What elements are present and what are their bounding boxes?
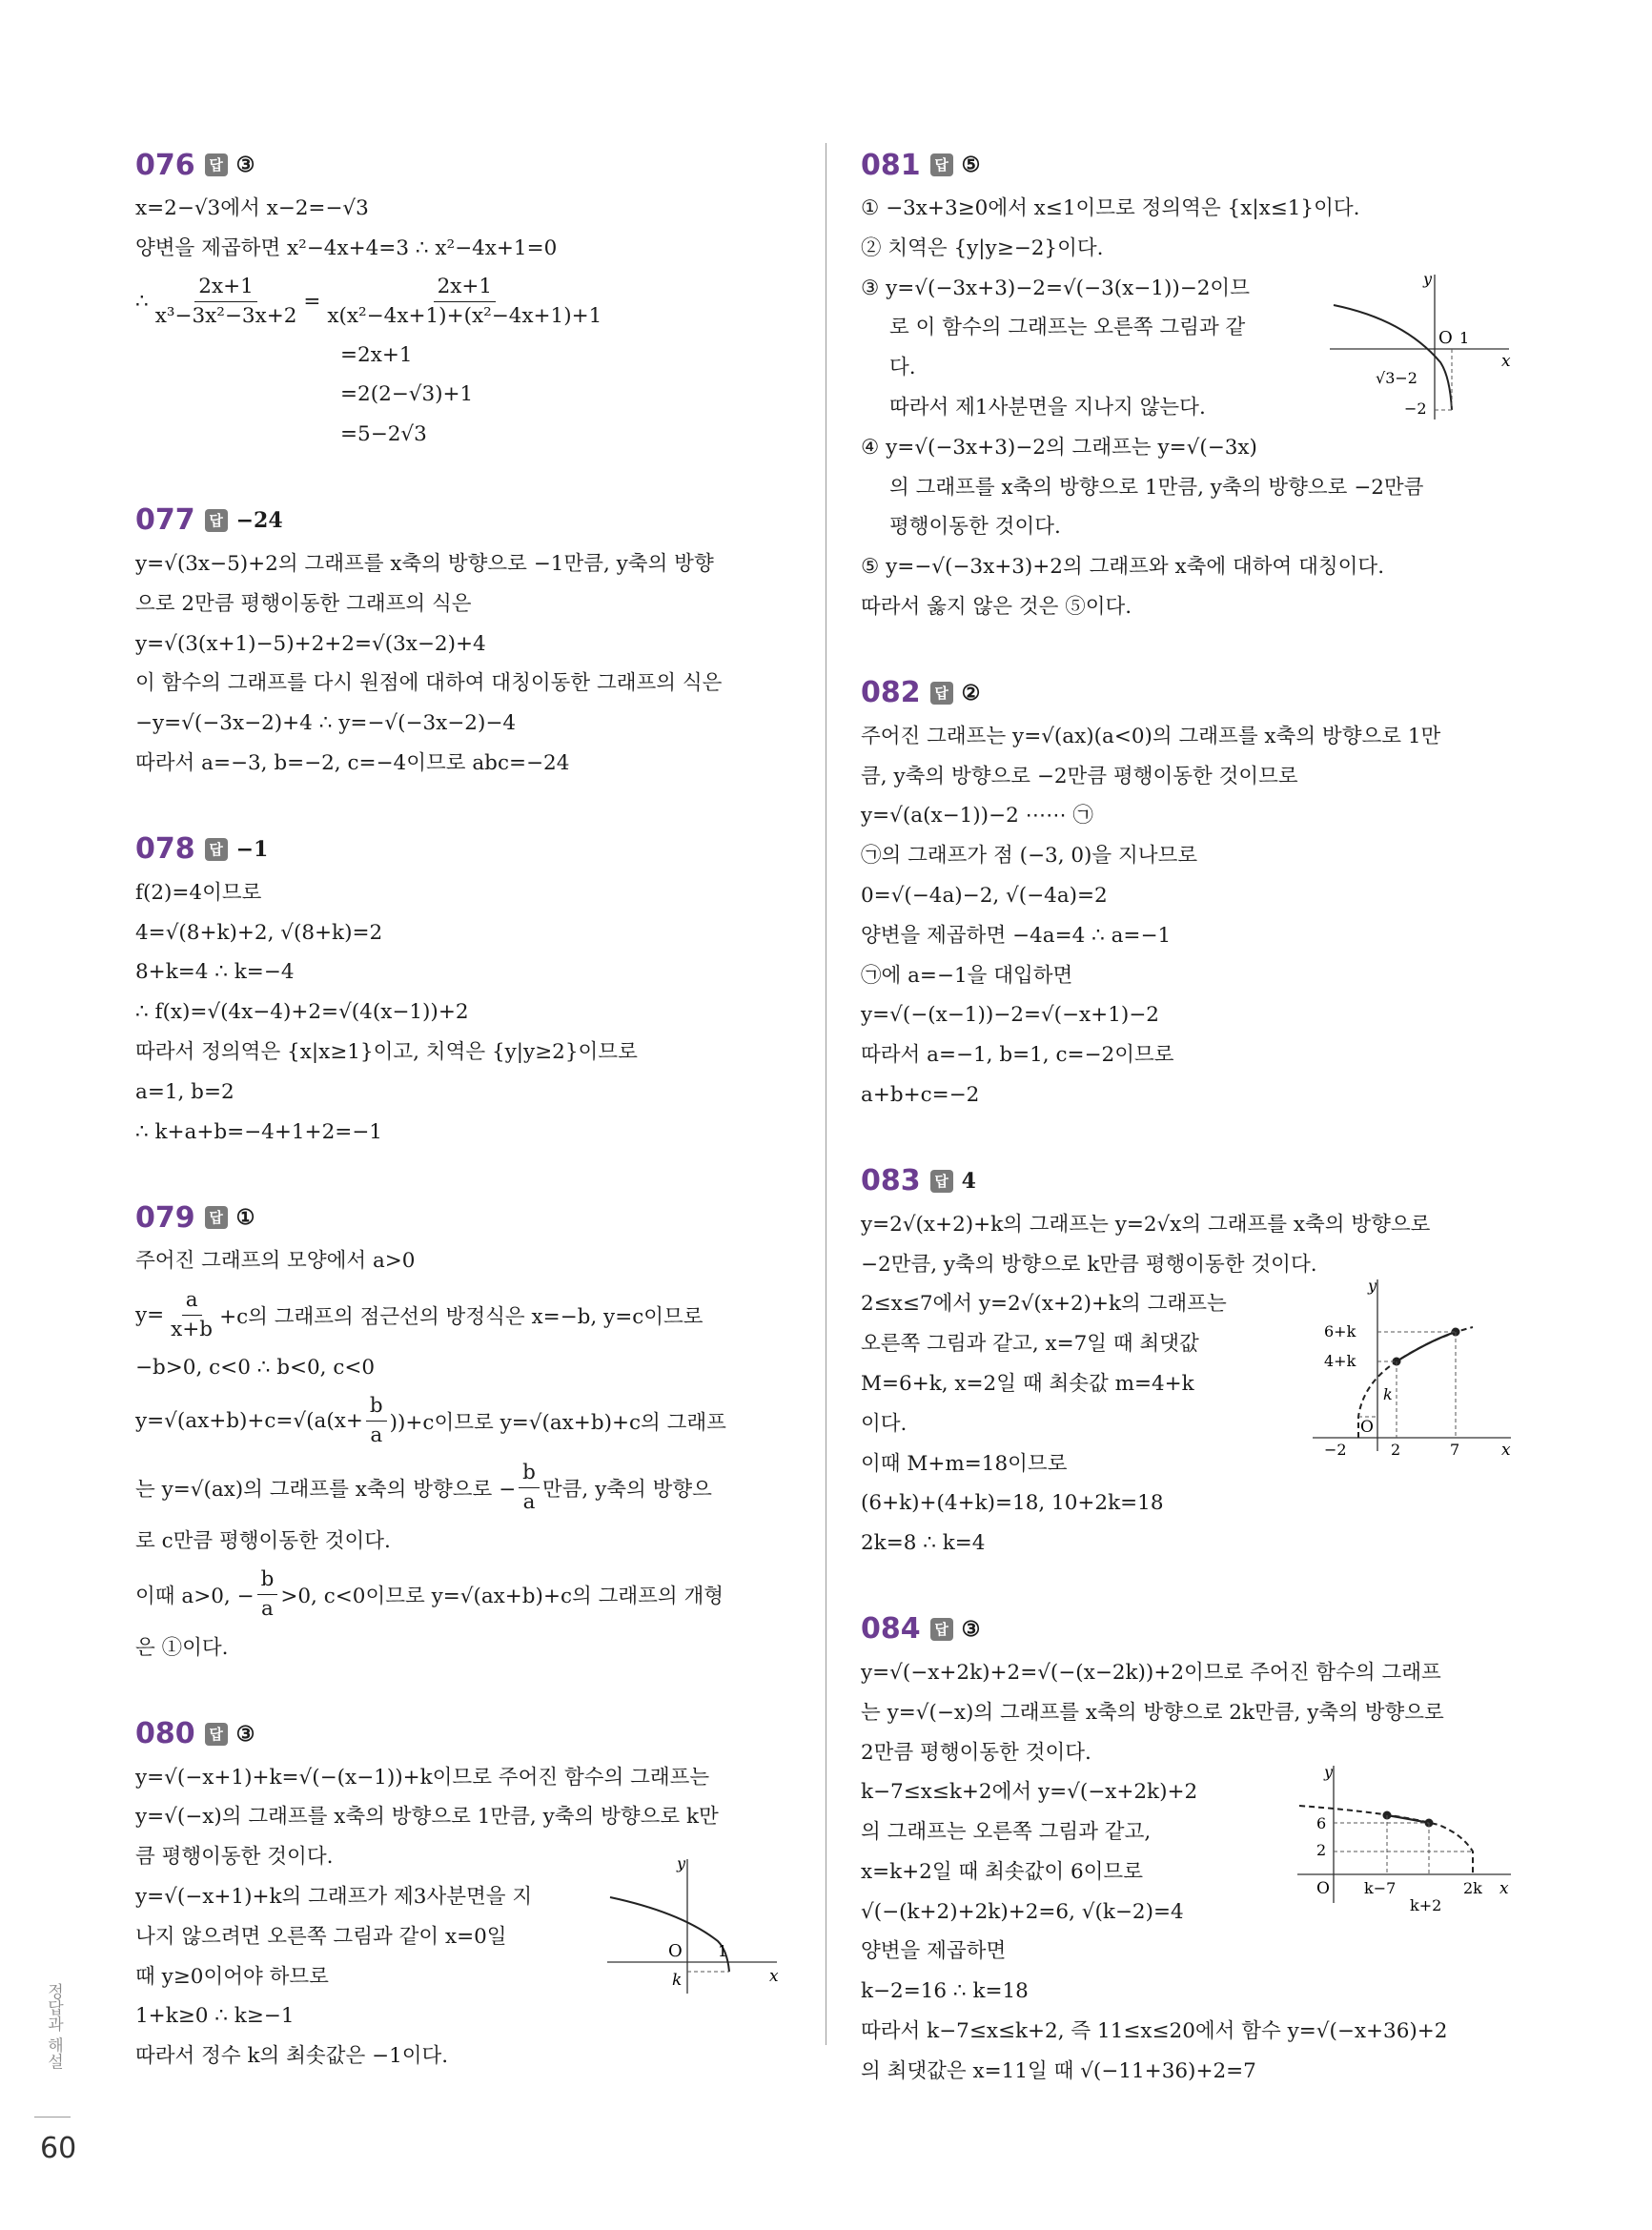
tick-label-2k: 2k	[1463, 1878, 1482, 1897]
problem-number: 078	[135, 832, 195, 867]
solution-line: ∴ k+a+b=−4+1+2=−1	[135, 1119, 382, 1144]
answer-value: ①	[235, 1205, 255, 1231]
problem-083	[861, 1159, 1517, 1564]
solution-line: −y=√(−3x−2)+4 ∴ y=−√(−3x−2)−4	[135, 711, 517, 736]
solution-line: 은 ①이다.	[135, 1635, 229, 1660]
problem-number: 083	[861, 1164, 921, 1198]
tick-label-7: 7	[1450, 1440, 1460, 1455]
solution-line: M=6+k, x=2일 때 최솟값 m=4+k	[861, 1371, 1194, 1396]
text-segment: ))+c이므로 y=√(ax+b)+c의 그래프	[389, 1411, 726, 1436]
answer-value: ③	[961, 1616, 981, 1642]
solution-line: −b>0, c<0 ∴ b<0, c<0	[135, 1356, 376, 1381]
solution-line: y=√(3(x+1)−5)+2+2=√(3x−2)+4	[135, 631, 486, 656]
denominator: a	[261, 1597, 274, 1622]
solution-line: 따라서 정수 k의 최솟값은 −1이다.	[135, 2044, 449, 2069]
fraction	[519, 1460, 540, 1516]
problem-number: 084	[861, 1612, 921, 1647]
answer-value: ②	[961, 680, 981, 706]
solution-line: f(2)=4이므로	[135, 880, 262, 905]
problem-header	[861, 1159, 1517, 1203]
solution-line: 양변을 제곱하면 −4a=4 ∴ a=−1	[861, 923, 1172, 948]
x-axis-label: x	[1501, 352, 1511, 371]
solution-line: ㉠의 그래프가 점 (−3, 0)을 지나므로	[861, 844, 1198, 869]
fraction	[323, 274, 605, 330]
origin-label: O	[668, 1940, 683, 1961]
problem-header	[135, 499, 791, 542]
answer-tag: 답	[205, 838, 228, 861]
solution-line: 평행이동한 것이다.	[889, 515, 1061, 540]
fraction-line	[135, 1281, 791, 1348]
solution-step: =5−2√3	[340, 422, 427, 447]
solution-line: x=2−√3에서 x−2=−√3	[135, 196, 369, 220]
denominator: x+b	[171, 1317, 214, 1341]
y-axis-label: y	[1423, 270, 1433, 288]
solution-line: 양변을 제곱하면 x²−4x+4=3 ∴ x²−4x+1=0	[135, 235, 558, 260]
answer-tag: 답	[205, 153, 228, 176]
y-axis-label: y	[677, 1854, 686, 1872]
solution-line: 주어진 그래프는 y=√(ax)(a<0)의 그래프를 x축의 방향으로 1만	[861, 724, 1441, 748]
solution-line: y=√(−(x−1))−2=√(−x+1)−2	[861, 1003, 1159, 1028]
answer-tag: 답	[205, 1206, 228, 1229]
problem-084	[861, 1607, 1517, 2092]
tick-label-k: k	[1383, 1384, 1393, 1403]
problem-header	[135, 1196, 791, 1239]
tick-label-1: 1	[1459, 329, 1470, 347]
problem-header	[861, 671, 1517, 715]
problem-081	[861, 143, 1517, 627]
answer-tag: 답	[205, 1723, 228, 1746]
problem-082	[861, 671, 1517, 1115]
solution-line: x=k+2일 때 최솟값이 6이므로	[861, 1859, 1143, 1884]
solution-line: 큼 평행이동한 것이다.	[135, 1845, 334, 1870]
solution-line: y=√(3x−5)+2의 그래프를 x축의 방향으로 −1만큼, y축의 방향	[135, 551, 714, 576]
solution-line: 따라서 a=−3, b=−2, c=−4이므로 abc=−24	[135, 750, 570, 775]
solution-line: 나지 않으려면 오른쪽 그림과 같이 x=0일	[135, 1924, 507, 1949]
answer-tag: 답	[205, 509, 228, 532]
tick-label-6k: 6+k	[1324, 1321, 1356, 1340]
origin-label: O	[1316, 1878, 1330, 1898]
problem-079	[135, 1196, 791, 1667]
solution-line: y=√(−x+1)+k=√(−(x−1))+k이므로 주어진 함수의 그래프는	[135, 1765, 710, 1790]
text-segment: 는 y=√(ax)의 그래프를 x축의 방향으로 −	[135, 1478, 517, 1503]
problem-078	[135, 828, 791, 1153]
solution-line: ③ y=√(−3x+3)−2=√(−3(x−1))−2이므	[861, 276, 1250, 300]
problem-number: 080	[135, 1717, 195, 1751]
solution-line: ④ y=√(−3x+3)−2의 그래프는 y=√(−3x)	[861, 435, 1257, 460]
solution-line: 오른쪽 그림과 같고, x=7일 때 최댓값	[861, 1332, 1199, 1357]
solution-line: (6+k)+(4+k)=18, 10+2k=18	[861, 1491, 1164, 1516]
text-segment: 이때 a>0, −	[135, 1585, 255, 1609]
problem-077	[135, 499, 791, 784]
therefore-symbol: ∴	[135, 290, 149, 315]
problem-header	[135, 1712, 791, 1756]
numerator: b	[519, 1460, 540, 1488]
solution-line: a+b+c=−2	[861, 1082, 980, 1107]
tick-label-1: 1	[718, 1941, 728, 1960]
solution-line: a=1, b=2	[135, 1079, 235, 1104]
solution-line: ⑤ y=−√(−3x+3)+2의 그래프와 x축에 대하여 대칭이다.	[861, 555, 1385, 580]
solution-line: 는 y=√(−x)의 그래프를 x축의 방향으로 2k만큼, y축의 방향으로	[861, 1700, 1444, 1725]
problem-number: 079	[135, 1200, 195, 1235]
numerator: b	[366, 1393, 387, 1422]
numerator: b	[257, 1566, 278, 1595]
solution-line: 때 y≥0이어야 하므로	[135, 1964, 329, 1989]
denominator: a	[522, 1490, 536, 1515]
text-segment: 만큼, y축의 방향으	[541, 1478, 712, 1503]
fraction	[366, 1393, 387, 1449]
tick-label-minus2: −2	[1404, 399, 1427, 418]
fraction	[167, 1287, 216, 1343]
solution-line: 의 그래프는 오른쪽 그림과 같고,	[861, 1820, 1152, 1845]
fraction-line	[135, 1388, 791, 1455]
answer-value: 4	[961, 1168, 976, 1194]
solution-line: 2k=8 ∴ k=4	[861, 1531, 986, 1556]
x-axis-label: x	[1499, 1878, 1509, 1898]
tick-label-k-plus-2: k+2	[1410, 1895, 1442, 1913]
answer-value: ③	[235, 153, 255, 177]
tick-label-2: 2	[1391, 1440, 1401, 1455]
tick-label-root: √3−2	[1376, 369, 1417, 387]
text-segment: y=	[135, 1302, 165, 1327]
denominator: x³−3x²−3x+2	[154, 304, 297, 329]
solution-line: 4=√(8+k)+2, √(8+k)=2	[135, 920, 383, 945]
problem-header	[861, 143, 1517, 187]
text-segment: +c의 그래프의 점근선의 방정식은 x=−b, y=c이므로	[219, 1304, 704, 1329]
solution-line: 1+k≥0 ∴ k≥−1	[135, 2004, 295, 2029]
answer-value: −24	[235, 507, 283, 533]
section-label: 정답과 해설	[44, 1983, 63, 2070]
section-tab	[36, 1964, 69, 2126]
solution-line: 따라서 옳지 않은 것은 ⑤이다.	[861, 594, 1132, 619]
x-axis-label: x	[1501, 1440, 1511, 1455]
problem-076	[135, 143, 791, 455]
graph-083	[1311, 1274, 1519, 1455]
x-axis-label: x	[769, 1966, 779, 1986]
problem-number: 076	[135, 148, 195, 182]
graph-081	[1328, 267, 1519, 429]
tick-label-k: k	[672, 1970, 683, 1990]
solution-line: 이 함수의 그래프를 다시 원점에 대하여 대칭이동한 그래프의 식은	[135, 671, 723, 696]
denominator: x(x²−4x+1)+(x²−4x+1)+1	[327, 304, 602, 329]
problem-number: 077	[135, 503, 195, 538]
solution-line: y=2√(x+2)+k의 그래프는 y=2√x의 그래프를 x축의 방향으로	[861, 1212, 1431, 1237]
problem-header	[861, 1607, 1517, 1651]
numerator: a	[182, 1287, 202, 1316]
solution-line: 따라서 제1사분면을 지나지 않는다.	[889, 395, 1206, 419]
tick-label-2: 2	[1316, 1840, 1327, 1859]
solution-line: 이때 M+m=18이므로	[861, 1451, 1068, 1476]
solution-step: =2x+1	[340, 342, 413, 367]
problem-number: 082	[861, 676, 921, 710]
solution-line: 양변을 제곱하면	[861, 1939, 1007, 1964]
solution-line: 8+k=4 ∴ k=−4	[135, 960, 295, 985]
problem-header	[135, 143, 791, 187]
solution-line: ㉠에 a=−1을 대입하면	[861, 963, 1073, 988]
solution-line: 의 그래프를 x축의 방향으로 1만큼, y축의 방향으로 −2만큼	[889, 475, 1424, 500]
left-column	[135, 143, 791, 2077]
text-segment: >0, c<0이므로 y=√(ax+b)+c의 그래프의 개형	[280, 1585, 724, 1609]
solution-line: 2≤x≤7에서 y=2√(x+2)+k의 그래프는	[861, 1292, 1227, 1317]
y-axis-label: y	[1368, 1276, 1377, 1295]
numerator: 2x+1	[194, 274, 257, 302]
solution-line: 주어진 그래프의 모양에서 a>0	[135, 1249, 416, 1274]
equals-sign: =	[303, 290, 321, 315]
solution-line: k−7≤x≤k+2에서 y=√(−x+2k)+2	[861, 1780, 1198, 1805]
text-segment: y=√(ax+b)+c=√(a(x+	[135, 1409, 363, 1434]
solution-step: =2(2−√3)+1	[340, 382, 474, 407]
graph-084	[1295, 1760, 1520, 1913]
solution-line: 로 c만큼 평행이동한 것이다.	[135, 1528, 391, 1553]
problem-080	[135, 1712, 791, 2077]
answer-tag: 답	[930, 682, 953, 705]
answer-value: ⑤	[961, 153, 981, 177]
tick-label-4k: 4+k	[1324, 1351, 1356, 1370]
solution-line: −2만큼, y축의 방향으로 k만큼 평행이동한 것이다.	[861, 1252, 1317, 1277]
solution-line: 따라서 a=−1, b=1, c=−2이므로	[861, 1043, 1174, 1068]
solution-line: y=√(−x)의 그래프를 x축의 방향으로 1만큼, y축의 방향으로 k만	[135, 1805, 719, 1830]
problem-header	[135, 828, 791, 871]
solution-line: 다.	[889, 356, 916, 380]
origin-label: O	[1438, 328, 1453, 348]
solution-line: 의 최댓값은 x=11일 때 √(−11+36)+2=7	[861, 2058, 1256, 2083]
tick-label-k-minus-7: k−7	[1364, 1878, 1397, 1897]
origin-label: O	[1360, 1417, 1374, 1437]
solution-line: ∴ f(x)=√(4x−4)+2=√(4(x−1))+2	[135, 1000, 469, 1025]
fraction	[257, 1566, 278, 1623]
solution-line: ② 치역은 {y|y≥−2}이다.	[861, 235, 1104, 260]
y-axis-label: y	[1324, 1762, 1334, 1781]
problem-number: 081	[861, 148, 921, 182]
solution-line: 이다.	[861, 1411, 908, 1436]
numerator: 2x+1	[434, 274, 497, 302]
answer-value: −1	[235, 836, 269, 862]
right-column	[861, 143, 1517, 2092]
solution-line: ① −3x+3≥0에서 x≤1이므로 정의역은 {x|x≤1}이다.	[861, 196, 1360, 220]
denominator: a	[370, 1423, 383, 1448]
answer-tag: 답	[930, 153, 953, 176]
solution-line: y=√(−x+2k)+2=√(−(x−2k))+2이므로 주어진 함수의 그래프	[861, 1660, 1441, 1685]
answer-tag: 답	[930, 1170, 953, 1193]
solution-line: y=√(−x+1)+k의 그래프가 제3사분면을 지	[135, 1884, 533, 1909]
page-number: 60	[40, 2132, 77, 2165]
solution-line: 으로 2만큼 평행이동한 그래프의 식은	[135, 591, 472, 616]
graph-080	[605, 1855, 786, 1998]
solution-line: 0=√(−4a)−2, √(−4a)=2	[861, 883, 1108, 908]
tick-label-minus2: −2	[1324, 1440, 1347, 1455]
tick-label-6: 6	[1316, 1813, 1327, 1832]
answer-tag: 답	[930, 1618, 953, 1641]
solution-line: 2만큼 평행이동한 것이다.	[861, 1740, 1091, 1765]
fraction-line	[135, 1562, 791, 1628]
answer-value: ③	[235, 1721, 255, 1747]
solution-line: 큼, y축의 방향으로 −2만큼 평행이동한 것이므로	[861, 764, 1298, 788]
fraction	[152, 274, 301, 330]
solution-line: √(−(k+2)+2k)+2=6, √(k−2)=4	[861, 1899, 1184, 1924]
solution-line: 로 이 함수의 그래프는 오른쪽 그림과 같	[889, 316, 1246, 340]
solution-line: 따라서 k−7≤x≤k+2, 즉 11≤x≤20에서 함수 y=√(−x+36)+2	[861, 2019, 1448, 2044]
solution-line: 따라서 정의역은 {x|x≥1}이고, 치역은 {y|y≥2}이므로	[135, 1039, 638, 1064]
fraction-line	[135, 1455, 791, 1522]
solution-line: y=√(a(x−1))−2 ⋯⋯ ㉠	[861, 804, 1093, 829]
solution-line: k−2=16 ∴ k=18	[861, 1979, 1029, 2004]
fraction-line	[135, 269, 791, 336]
